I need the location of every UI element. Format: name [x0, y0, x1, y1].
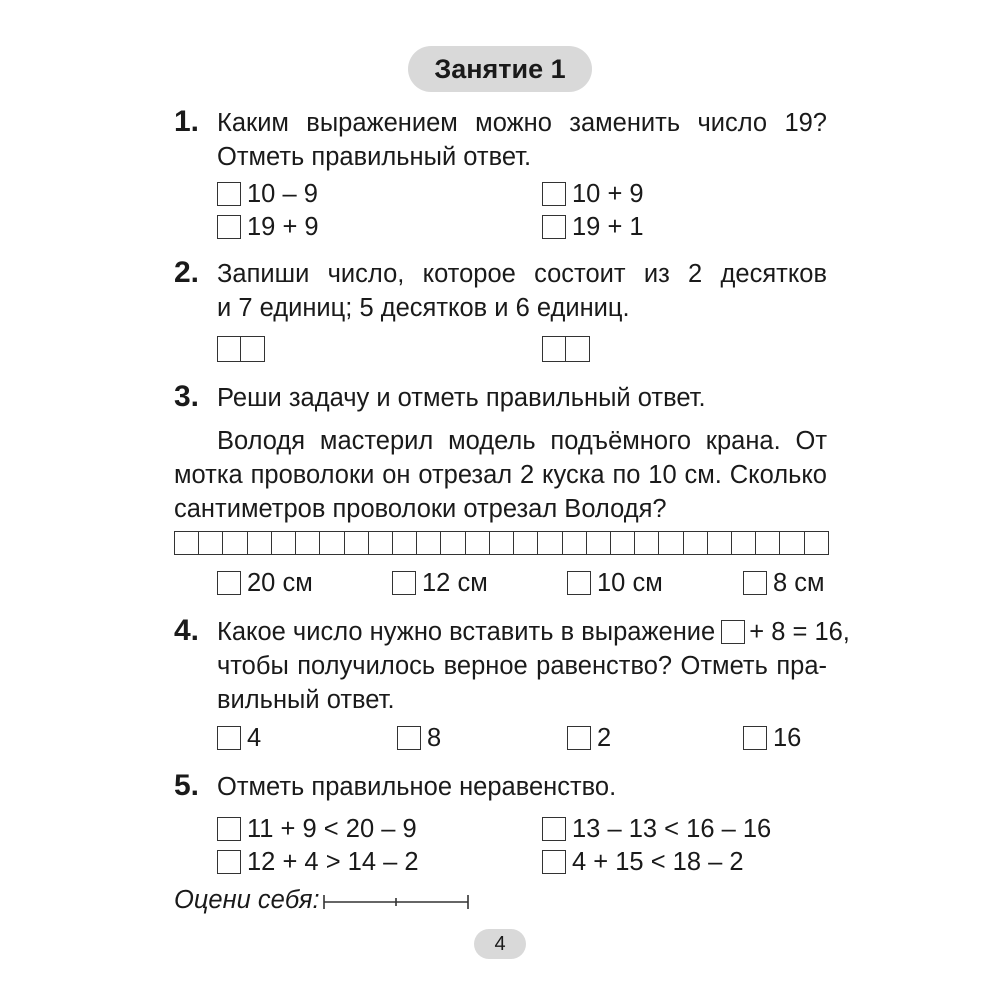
- task-4-option-1[interactable]: [217, 723, 261, 753]
- checkbox[interactable]: [217, 850, 241, 874]
- option-label: 16: [773, 723, 802, 752]
- task-1-line-1: Каким выражением можно заменить число 19?: [217, 109, 827, 137]
- task-1-number: 1.: [174, 105, 200, 138]
- task-4-option-2[interactable]: [397, 723, 441, 753]
- task-2-line-2: и 7 единиц; 5 десятков и 6 единиц.: [217, 294, 630, 322]
- checkbox[interactable]: [217, 571, 241, 595]
- task-1-option-4[interactable]: [542, 212, 644, 242]
- task-1-option-2[interactable]: [542, 179, 644, 209]
- task-4-line-1: [217, 615, 850, 649]
- checkbox[interactable]: [542, 850, 566, 874]
- option-label: 10 см: [597, 568, 663, 597]
- task-3-option-2[interactable]: [392, 568, 488, 598]
- task-4-expression-rest: + 8 = 16,: [749, 618, 850, 646]
- task-5-line-1: Отметь правильное неравенство.: [217, 773, 617, 801]
- task-1-option-1[interactable]: [217, 179, 318, 209]
- option-label: 8 см: [773, 568, 825, 597]
- task-2-number: 2.: [174, 256, 200, 289]
- digit-cell-tens[interactable]: [217, 336, 241, 362]
- task-4-number: 4.: [174, 614, 200, 647]
- option-label: 19 + 1: [572, 212, 644, 241]
- answer-box-1[interactable]: [217, 336, 265, 362]
- checkbox[interactable]: [567, 571, 591, 595]
- checkbox[interactable]: [542, 182, 566, 206]
- option-label: 10 + 9: [572, 179, 644, 208]
- task-4-line-3: вильный ответ.: [217, 686, 395, 714]
- task-1-line-2: Отметь правильный ответ.: [217, 143, 532, 171]
- checkbox[interactable]: [217, 215, 241, 239]
- task-3-option-3[interactable]: [567, 568, 663, 598]
- checkbox[interactable]: [567, 726, 591, 750]
- task-3-option-4[interactable]: [743, 568, 825, 598]
- option-label: 20 см: [247, 568, 313, 597]
- task-5-option-1[interactable]: [217, 814, 417, 844]
- option-label: 4 + 15 < 18 – 2: [572, 847, 744, 876]
- task-5-option-2[interactable]: [542, 814, 771, 844]
- page-number: 4: [474, 929, 526, 959]
- task-3-option-1[interactable]: [217, 568, 313, 598]
- task-4-option-3[interactable]: [567, 723, 611, 753]
- inline-answer-box[interactable]: [721, 620, 745, 644]
- digit-cell-tens[interactable]: [542, 336, 566, 362]
- checkbox[interactable]: [542, 817, 566, 841]
- option-label: 13 – 13 < 16 – 16: [572, 814, 772, 843]
- option-label: 4: [247, 723, 262, 752]
- task-5-option-4[interactable]: [542, 847, 744, 877]
- task-4-option-4[interactable]: [743, 723, 801, 753]
- option-label: 10 – 9: [247, 179, 318, 208]
- option-label: 2: [597, 723, 612, 752]
- self-assessment-label: Оцени себя:: [174, 886, 320, 914]
- task-4-line-2: чтобы получилось верное равенство? Отметь пра-: [217, 652, 827, 680]
- option-label: 8: [427, 723, 442, 752]
- option-label: 19 + 9: [247, 212, 319, 241]
- task-3-number: 3.: [174, 380, 200, 413]
- task-3-problem-line-2: мотка проволоки он отрезал 2 куска по 10 см. Сколько: [174, 461, 827, 489]
- task-5-option-3[interactable]: [217, 847, 419, 877]
- task-4-line-1-text: Какое число нужно вставить в выражение: [217, 618, 716, 646]
- task-5-number: 5.: [174, 769, 200, 802]
- checkbox[interactable]: [392, 571, 416, 595]
- checkbox[interactable]: [217, 817, 241, 841]
- task-1-option-3[interactable]: [217, 212, 319, 242]
- digit-cell-units[interactable]: [241, 336, 265, 362]
- checkbox[interactable]: [217, 182, 241, 206]
- option-label: 12 + 4 > 14 – 2: [247, 847, 419, 876]
- checkbox[interactable]: [217, 726, 241, 750]
- answer-box-2[interactable]: [542, 336, 590, 362]
- checkbox[interactable]: [397, 726, 421, 750]
- task-2-line-1: Запиши число, которое состоит из 2 десятков: [217, 260, 827, 288]
- task-3-line-1: Реши задачу и отметь правильный ответ.: [217, 384, 706, 412]
- self-assessment-scale[interactable]: [322, 892, 472, 912]
- option-label: 11 + 9 < 20 – 9: [247, 814, 417, 843]
- digit-cell-units[interactable]: [566, 336, 590, 362]
- task-3-problem-line-1: Володя мастерил модель подъёмного крана. От: [217, 427, 827, 455]
- option-label: 12 см: [422, 568, 488, 597]
- lesson-title: Занятие 1: [408, 46, 592, 92]
- checkbox[interactable]: [743, 726, 767, 750]
- checkbox[interactable]: [743, 571, 767, 595]
- task-3-problem-line-3: сантиметров проволоки отрезал Володя?: [174, 495, 667, 523]
- answer-cell-strip[interactable]: [174, 531, 829, 555]
- checkbox[interactable]: [542, 215, 566, 239]
